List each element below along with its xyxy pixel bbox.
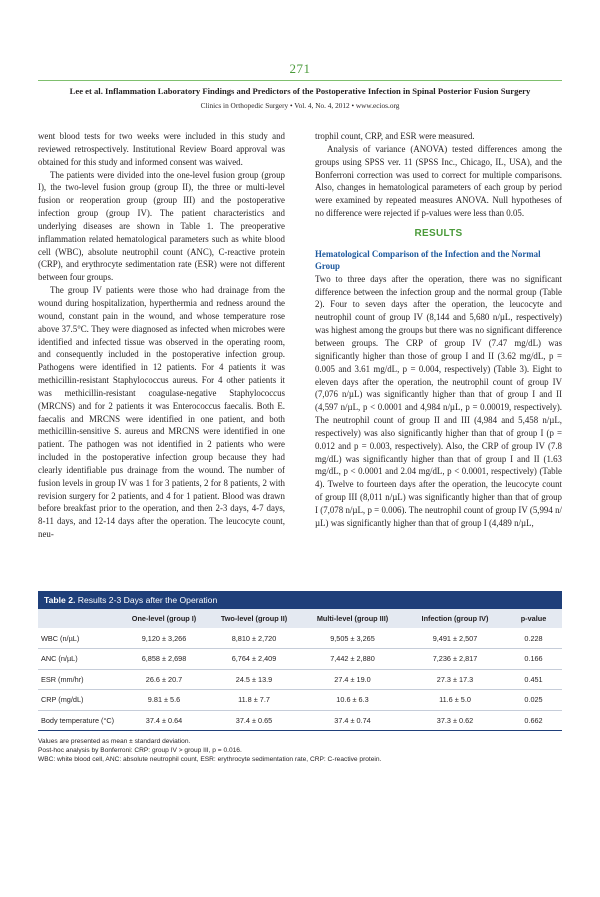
table-note: Values are presented as mean ± standard deviation. bbox=[38, 738, 191, 745]
table-cell: 26.6 ± 20.7 bbox=[120, 669, 208, 690]
table-cell: 37.4 ± 0.74 bbox=[300, 710, 405, 731]
table-cell: 27.3 ± 17.3 bbox=[405, 669, 505, 690]
row-label: WBC (n/µL) bbox=[38, 628, 120, 649]
table-title: Results 2-3 Days after the Operation bbox=[77, 595, 218, 605]
page-number: 271 bbox=[289, 61, 311, 76]
table-cell: 6,764 ± 2,409 bbox=[208, 649, 300, 670]
table-cell: 0.025 bbox=[505, 690, 562, 711]
left-paragraph-2: The patients were divided into the one-level fusion group (group I), the two-level fusion group (group II), the three or multi-level fusion or reoperation group (group III) and the postoperative infection group (group IV). The patient characteristics and underlying diseases are shown in Table 1. The preoperative inflammation related hematological parameters such as white blood cell (WBC), absolute neutrophil count (ANC), C-reactive protein (CRP), and erythrocyte sedimentation rate (ESR) were not different between four groups. bbox=[38, 169, 285, 283]
row-label: Body temperature (°C) bbox=[38, 710, 120, 731]
table-cell: 27.4 ± 19.0 bbox=[300, 669, 405, 690]
table-cell: 0.166 bbox=[505, 649, 562, 670]
table-cell: 8,810 ± 2,720 bbox=[208, 628, 300, 649]
left-text-column bbox=[38, 130, 285, 541]
journal-citation-line: Clinics in Orthopedic Surgery • Vol. 4, No. 4, 2012 • www.ecios.org bbox=[200, 101, 400, 110]
table-caption bbox=[38, 591, 562, 609]
header-cell-group-1: One-level (group I) bbox=[120, 609, 208, 628]
table-cell: 37.4 ± 0.64 bbox=[120, 710, 208, 731]
right-paragraph-1: trophil count, CRP, and ESR were measured. bbox=[315, 131, 475, 141]
table-cell: 7,442 ± 2,880 bbox=[300, 649, 405, 670]
header-divider bbox=[38, 80, 562, 81]
table-cell: 37.3 ± 0.62 bbox=[405, 710, 505, 731]
left-paragraph-1: went blood tests for two weeks were included in this study and reviewed retrospectively. Institutional Review Board approval was obtained for this study and informed consent was waived. bbox=[38, 131, 285, 167]
row-label: ESR (mm/hr) bbox=[38, 669, 120, 690]
table-row bbox=[38, 669, 562, 690]
results-section-heading: RESULTS bbox=[414, 227, 463, 239]
table-cell: 10.6 ± 6.3 bbox=[300, 690, 405, 711]
table-cell: 11.6 ± 5.0 bbox=[405, 690, 505, 711]
table-row bbox=[38, 690, 562, 711]
table-row bbox=[38, 710, 562, 731]
left-paragraph-3: The group IV patients were those who had drainage from the wound during hospitalization, hyperthermia and redness around the wound, constant pain in the wound, and whose temperature rose above 37.5°C. They were diagnosed as infected when microbes were identified and infected tissue was observed in the operating room, and consequently included in the postoperative infection group. Pathogens were identified in 12 patients. For 4 patients it was methicillin-resistant Staphylococcus aureus. For 4 other patients it was methicillin-resistant coagulase-negative Staphylococcus (MRCNS) and for 2 patients it was Enterococcus faecalis. Both E. faecalis and MRCNS were identified in one patient, and both methicillin-sensitive S. aureus and MRCNS were identified in one patient. The pathogen was not identified in 2 patients who were included in the postoperative infection group because they had clearly identifiable pus drainage from the wound. The number of fusion levels in group IV was 1 for 3 patients, 2 for 8 patients, 2 with revision surgery for 2 patients, and 4 for 1 patient. Blood was drawn before breakfast prior to the operation, and then 2-3 days, 4-7 days, 8-11 days, and 12-14 days after the operation. The leucocyte count, neu- bbox=[38, 285, 285, 540]
table-cell: 9,120 ± 3,266 bbox=[120, 628, 208, 649]
header-cell-p-value: p-value bbox=[505, 609, 562, 628]
running-title: Lee et al. Inflammation Laboratory Findings and Predictors of the Postoperative Infection in Spinal Posterior Fusion Surgery bbox=[69, 86, 531, 96]
table-cell: 6,858 ± 2,698 bbox=[120, 649, 208, 670]
table-label: Table 2. bbox=[44, 595, 76, 605]
row-label: CRP (mg/dL) bbox=[38, 690, 120, 711]
header-cell-label bbox=[38, 609, 120, 628]
table-cell: 0.228 bbox=[505, 628, 562, 649]
table-row bbox=[38, 649, 562, 670]
right-paragraph-2: Analysis of variance (ANOVA) tested differences among the groups using SPSS ver. 11 (SPSS Inc., Chicago, IL, USA), and the Bonferroni correction was used to correct for multiple comparisons. Also, changes in hematological parameters of each group by period were examined by repeated measures ANOVA. Null hypotheses of no difference were rejected if p-values were less than 0.05. bbox=[315, 143, 562, 219]
table-row bbox=[38, 628, 562, 649]
table-note: Post-hoc analysis by Bonferroni: CRP: group IV > group III, p = 0.016. bbox=[38, 747, 242, 754]
header-cell-group-4: Infection (group IV) bbox=[405, 609, 505, 628]
table-2 bbox=[38, 591, 562, 764]
table-note: WBC: white blood cell, ANC: absolute neutrophil count, ESR: erythrocyte sedimentation rate, CRP: C-reactive protein. bbox=[38, 756, 382, 763]
table-cell: 0.662 bbox=[505, 710, 562, 731]
table-cell: 7,236 ± 2,817 bbox=[405, 649, 505, 670]
table-cell: 9.81 ± 5.6 bbox=[120, 690, 208, 711]
table-cell: 24.5 ± 13.9 bbox=[208, 669, 300, 690]
right-paragraph-3: Two to three days after the operation, there was no significant difference between the infection group and the normal group (Table 2). Four to seven days after the operation, the leucocyte and neutrophil count of group IV (8,144 and 5,680 n/µL, respectively) was highest among the groups but there was no significant difference between groups. The CRP of group IV (7.47 mg/dL) was significantly higher than those of group I and II (3.62 mg/dL, p = 0.005 and 3.61 mg/dL, p = 0.004, respectively) (Table 3). Eight to eleven days after the operation, the neutrophil count of group IV (7,076 n/µL) was significantly higher than that of group I and II (4,597 n/µL, p < 0.0001 and 4,984 n/µL, p = 0.00019, respectively). The neutrophil count of group II and III (4,984 and 5,458 n/µL, respectively) was also significantly higher than that of group I (p = 0.012 and p = 0.003, respectively). Also, the CRP of group IV (7.8 mg/dL) was significantly higher than that of group I and II (1.63 mg/dL, p < 0.0001 and 2.04 mg/dL, p < 0.0001, respectively) (Table 4). Twelve to fourteen days after the operation, the leucocyte count of group III (8,011 n/µL) was significantly higher than that of group I (7,078 n/µL, p = 0.006). The neutrophil count of group IV (5,994 n/µL) was significantly higher than that of group I (4,489 n/µL, bbox=[315, 273, 562, 528]
table-cell: 9,491 ± 2,507 bbox=[405, 628, 505, 649]
table-cell: 11.8 ± 7.7 bbox=[208, 690, 300, 711]
header-cell-group-3: Multi-level (group III) bbox=[300, 609, 405, 628]
table-footnotes bbox=[38, 737, 562, 764]
row-label: ANC (n/µL) bbox=[38, 649, 120, 670]
table-cell: 0.451 bbox=[505, 669, 562, 690]
right-text-column bbox=[315, 130, 562, 530]
results-table bbox=[38, 609, 562, 731]
table-header-row bbox=[38, 609, 562, 628]
table-cell: 9,505 ± 3,265 bbox=[300, 628, 405, 649]
results-subheading: Hematological Comparison of the Infection and the Normal Group bbox=[315, 248, 541, 272]
table-cell: 37.4 ± 0.65 bbox=[208, 710, 300, 731]
header-cell-group-2: Two-level (group II) bbox=[208, 609, 300, 628]
